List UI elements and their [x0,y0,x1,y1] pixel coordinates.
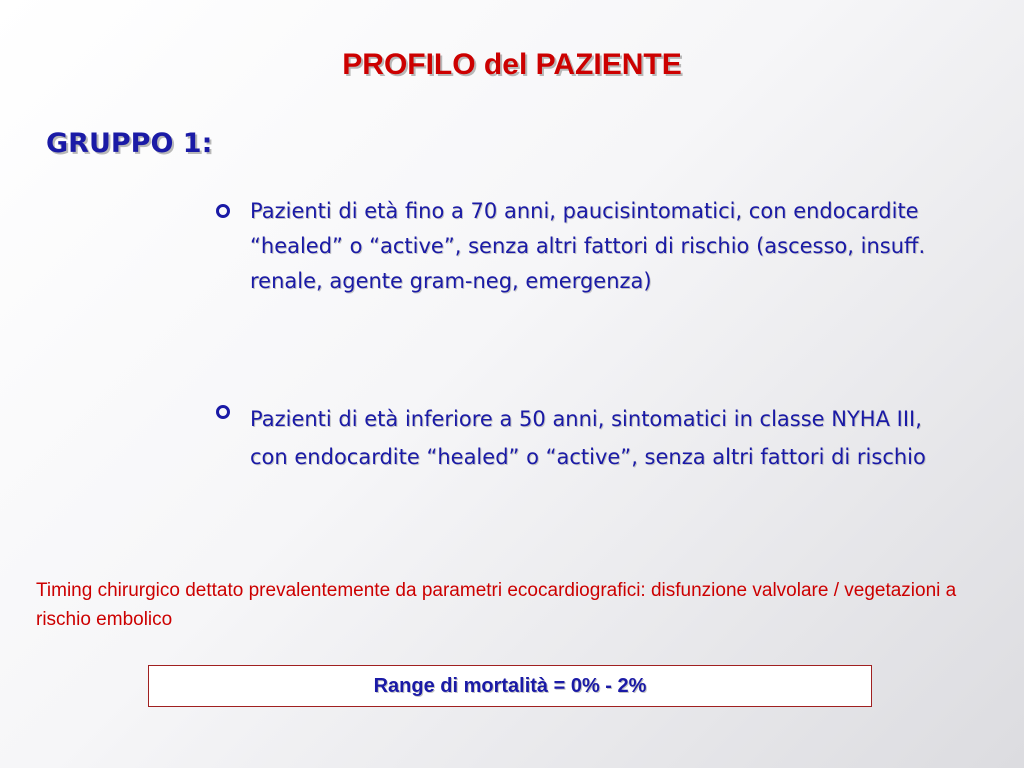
mortality-range-box [148,665,872,707]
bullet-text-1: Pazienti di età fino a 70 anni, paucisintomatici, con endocardite “healed” o “active”, senza altri fattori di rischio (ascesso, insuff. renale, agente gram-neg, emergenza) [250,199,926,293]
mortality-range-text: Range di mortalità = 0% - 2% [373,674,647,697]
hollow-circle-bullet-icon [216,204,230,218]
timing-note: Timing chirurgico dettato prevalentemente da parametri ecocardiografici: disfunzione valvolare / vegetazioni a rischio embolico [36,580,957,630]
group-heading: GRUPPO 1: [46,128,213,159]
hollow-circle-bullet-icon [216,405,230,419]
bullet-text-2: Pazienti di età inferiore a 50 anni, sintomatici in classe NYHA III, con endocardite “healed” o “active”, senza altri fattori di rischio [250,407,926,469]
slide-title: PROFILO del PAZIENTE [342,48,682,81]
